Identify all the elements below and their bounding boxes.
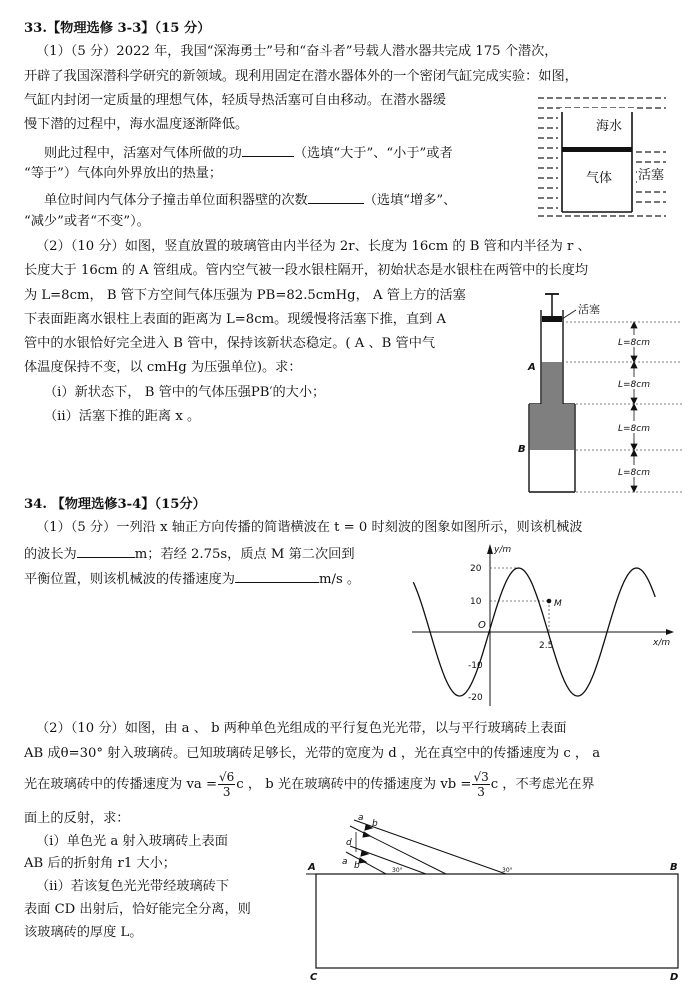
q33-p1-line1: （1）（5 分）2022 年，我国“深海勇士”号和“奋斗者”号载人潜水器共完成 175 个潜次， bbox=[36, 44, 558, 59]
point-m-label: M bbox=[554, 599, 562, 609]
q34-heading: 34. 【物理选修3-4】（15分） bbox=[24, 497, 206, 512]
q33-p1-line8: “减少”或者“不变”）。 bbox=[24, 214, 150, 229]
answer-blank-collisions[interactable] bbox=[308, 190, 364, 204]
q33-p1-line3: 气缸内封闭一定质量的理想气体，轻质导热活塞可自由移动。在潜水器缓 bbox=[24, 93, 446, 108]
q33-p1-line7: 单位时间内气体分子撞击单位面积器壁的次数 （选填“增多”、 bbox=[44, 190, 456, 209]
q34-p2-line2: AB 成θ=30° 射入玻璃砖。已知玻璃砖足够长，光带的宽度为 d ，光在真空中的传播速度为 c ， a bbox=[24, 746, 601, 761]
wave-graph bbox=[408, 538, 680, 710]
q33-p2-line3: 为 L=8cm， B 管下方空间气体压强为 PB=82.5cmHg， A 管上方的活塞 bbox=[24, 288, 466, 303]
q33-p2-line5: 管中的水银恰好完全进入 B 管中，保持该新状态稳定。( A 、B 管中气 bbox=[24, 336, 436, 351]
q33-p1-line2: 开辟了我国深潜科学研究的新领域。现利用固定在潜水器体外的一个密闭气缸完成实验：如图， bbox=[24, 69, 578, 84]
q34-p2-line6: AB 后的折射角 r1 大小； bbox=[24, 856, 176, 871]
length-label-2: L=8cm bbox=[618, 380, 650, 390]
tube-figure bbox=[512, 288, 688, 500]
tube-b-label: B bbox=[518, 444, 526, 455]
q33-p2-line7: （i）新状态下， B 管中的气体压强PB′的大小； bbox=[44, 385, 326, 400]
tick-neg20: -20 bbox=[468, 693, 483, 703]
q33-p1-line6: “等于”）气体向外界放出的热量； bbox=[24, 166, 223, 181]
length-label-4: L=8cm bbox=[618, 468, 650, 478]
angle-label-1: 30° bbox=[392, 867, 403, 874]
tick-neg10: -10 bbox=[468, 661, 483, 671]
q33-heading: 33.【物理选修 3-3】（15 分） bbox=[24, 21, 211, 36]
q34-p2-line7: （ii）若该复色光光带经玻璃砖下 bbox=[36, 879, 230, 894]
gas-label: 气体 bbox=[586, 171, 613, 186]
ray-a-label-bottom: a bbox=[342, 857, 348, 867]
q34-p1-line3: 平衡位置，则该机械波的传播速度为 m/s 。 bbox=[24, 569, 360, 588]
corner-a-label: A bbox=[308, 862, 316, 873]
sea-water-label: 海水 bbox=[596, 119, 623, 134]
length-label-1: L=8cm bbox=[618, 338, 650, 348]
x-axis-label: x/m bbox=[653, 638, 671, 648]
y-axis-label: y/m bbox=[494, 545, 512, 555]
tick-2-5: 2.5 bbox=[539, 641, 554, 651]
ray-b-label-bottom: b bbox=[354, 861, 360, 871]
q34-p2-line3: 光在玻璃砖中的传播速度为 va = $\frac{√6}{3}$ c ， b 光在玻璃砖中的传播速度为 vb = $\frac{√3}{3}$ c ，不考虑光在界 bbox=[24, 770, 595, 799]
length-label-3: L=8cm bbox=[618, 424, 650, 434]
q34-p2-line9: 该玻璃砖的厚度 L。 bbox=[24, 925, 143, 940]
piston-label: 活塞 bbox=[638, 168, 665, 183]
origin-label: O bbox=[478, 620, 486, 631]
tube-a-label: A bbox=[528, 362, 536, 373]
answer-blank-wavelength[interactable] bbox=[77, 544, 135, 558]
q34-p2-line5: （i）单色光 a 射入玻璃砖上表面 bbox=[36, 834, 228, 849]
q33-p1-line5: 则此过程中，活塞对气体所做的功 （选填“大于”、“小于”或者 bbox=[44, 143, 453, 162]
point-m-marker bbox=[547, 599, 552, 604]
glass-brick-figure bbox=[306, 808, 686, 984]
corner-b-label: B bbox=[670, 862, 678, 873]
q34-p1-line1: （1）（5 分）一列沿 x 轴正方向传播的简谐横波在 t = 0 时刻波的图象如图所示，则该机械波 bbox=[36, 520, 583, 535]
q33-p2-line1: （2）（10 分）如图，竖直放置的玻璃管由内半径为 2r、长度为 16cm 的 B 管和内半径为 r 、 bbox=[36, 239, 591, 254]
q33-p1-line4: 慢下潜的过程中，海水温度逐渐降低。 bbox=[24, 117, 249, 132]
tick-10: 10 bbox=[470, 597, 482, 607]
corner-d-label: D bbox=[670, 972, 679, 983]
q34-p2-line8: 表面 CD 出射后，恰好能完全分离，则 bbox=[24, 902, 251, 917]
angle-label-2: 30° bbox=[502, 867, 513, 874]
ray-b-label-top: b bbox=[372, 819, 378, 829]
q33-p2-line6: 体温度保持不变，以 cmHg 为压强单位)。求： bbox=[24, 360, 302, 375]
q33-p2-line2: 长度大于 16cm 的 A 管组成。管内空气被一段水银柱隔开，初始状态是水银柱在两管中的长度均 bbox=[24, 263, 589, 278]
q33-p2-line4: 下表面距离水银柱上表面的距离为 L=8cm。现缓慢将活塞下推，直到 A bbox=[24, 312, 447, 327]
cylinder-figure bbox=[536, 92, 670, 220]
tick-20: 20 bbox=[470, 564, 482, 574]
answer-blank-work[interactable] bbox=[242, 143, 294, 157]
q34-p2-line1: （2）（10 分）如图，由 a 、 b 两种单色光组成的平行复色光光带，以与平行玻璃砖上表面 bbox=[36, 721, 567, 736]
corner-c-label: C bbox=[310, 972, 318, 983]
ray-a-label-top: a bbox=[358, 813, 364, 823]
q33-p2-line8: （ii）活塞下推的距离 x 。 bbox=[44, 409, 201, 424]
q34-p1-line2: 的波长为 m；若经 2.75s，质点 M 第二次回到 bbox=[24, 544, 355, 563]
answer-blank-speed[interactable] bbox=[235, 569, 319, 583]
q34-p2-line4: 面上的反射，求： bbox=[24, 811, 130, 826]
band-width-label: d bbox=[346, 838, 352, 848]
tube-piston-label: 活塞 bbox=[578, 303, 600, 316]
